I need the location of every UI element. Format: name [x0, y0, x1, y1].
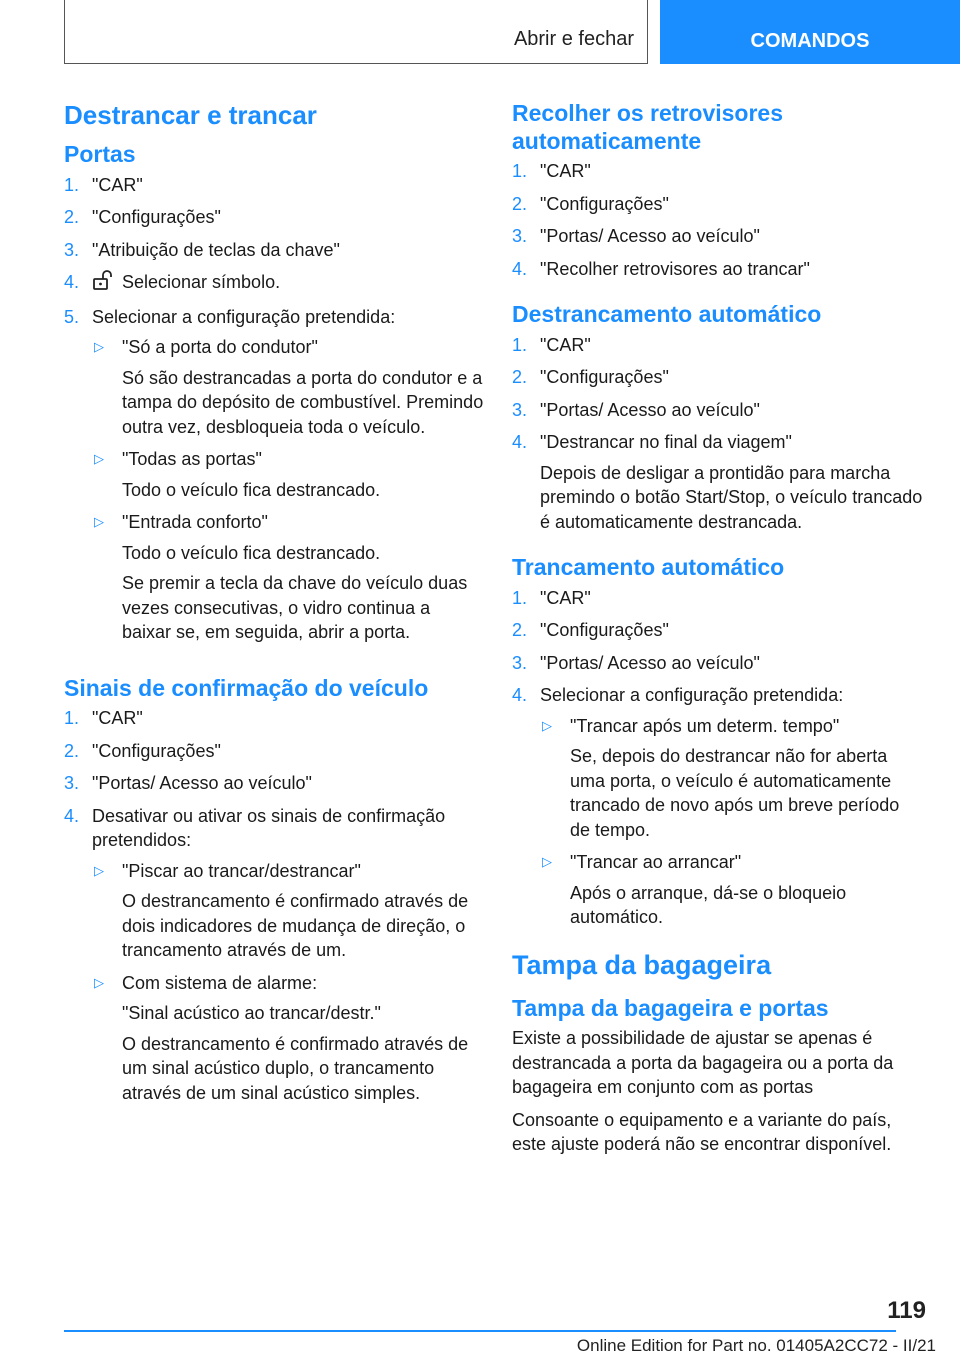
step-text: "CAR"	[540, 587, 591, 608]
option-description: O destrancamento é confirmado através de dois indicadores de mudança de direção, o trancamento através de um.	[122, 891, 469, 961]
list-item	[64, 804, 484, 1106]
option-description: Se, depois do destrancar não for aberta uma porta, o veículo é automaticamente trancado de novo após um breve período de tempo.	[570, 746, 900, 840]
list-item	[512, 651, 924, 676]
step-number: 3.	[512, 652, 528, 673]
option-description: Após o arranque, dá-se o bloqueio automático.	[570, 882, 847, 928]
step-number: 2.	[64, 740, 80, 761]
body-paragraph: Consoante o equipamento e a variante do país, este ajuste poderá não se encontrar disponível.	[512, 1109, 892, 1155]
step-number: 1.	[64, 174, 80, 195]
step-text: "CAR"	[92, 174, 143, 195]
list-item	[512, 192, 924, 217]
option-label: "Todas as portas"	[122, 449, 262, 470]
option-description: "Sinal acústico ao trancar/destr."	[122, 1003, 381, 1024]
step-number: 3.	[512, 226, 528, 247]
right-column	[512, 100, 924, 1165]
option-description: O destrancamento é confirmado através de um sinal acústico duplo, o trancamento através de um sinal acústico simples.	[122, 1033, 469, 1103]
trancamento-options	[540, 714, 924, 930]
step-number: 1.	[512, 161, 528, 182]
list-item	[64, 706, 484, 731]
step-text: "Configurações"	[540, 193, 669, 214]
trancamento-steps	[512, 586, 924, 930]
option-label: "Só a porta do condutor"	[122, 337, 318, 358]
subsection-title-retrovisores: Recolher os retrovisores automaticamente	[512, 100, 784, 154]
option-label: "Piscar ao trancar/destrancar"	[122, 860, 361, 881]
triangle-right-icon: ▷	[94, 451, 104, 467]
portas-steps	[64, 173, 484, 645]
page-number: 119	[887, 1297, 926, 1324]
step-number: 4.	[512, 258, 528, 279]
section-title-bagageira: Tampa da bagageira	[512, 949, 772, 980]
step-number: 3.	[64, 239, 80, 260]
header-section-title: Abrir e fechar	[513, 28, 634, 50]
step-text: "Configurações"	[92, 740, 221, 761]
triangle-right-icon: ▷	[542, 717, 552, 733]
list-item	[512, 430, 924, 534]
step-text: "Configurações"	[540, 367, 669, 388]
list-item	[64, 771, 484, 796]
step-number: 2.	[512, 620, 528, 641]
option-label: Com sistema de alarme:	[122, 972, 318, 993]
triangle-right-icon: ▷	[542, 854, 552, 870]
list-item	[512, 586, 924, 611]
sinais-options	[92, 859, 484, 1106]
list-item	[512, 618, 924, 643]
option-description: Só são destrancadas a porta do condutor e a tampa do depósito de combustível. Premindo outra vez, desbloqueia toda o veículo.	[122, 367, 484, 437]
step-number: 5.	[64, 306, 80, 327]
step-text: "Destrancar no final da viagem"	[540, 432, 792, 453]
retrovisores-steps	[512, 159, 924, 281]
option-description: Todo o veículo fica destrancado.	[122, 479, 381, 500]
step-number: 3.	[512, 399, 528, 420]
header-chapter-tab: COMANDOS	[660, 0, 960, 64]
step-number: 4.	[64, 805, 80, 826]
sinais-steps	[64, 706, 484, 1105]
step-description: Depois de desligar a prontidão para marcha premindo o botão Start/Stop, o veículo trancado é automaticamente destrancada.	[540, 462, 923, 532]
subsection-title-destrancamento: Destrancamento automático	[512, 301, 822, 328]
list-item	[92, 859, 484, 963]
step-number: 2.	[512, 367, 528, 388]
triangle-right-icon: ▷	[94, 339, 104, 355]
step-number: 4.	[512, 432, 528, 453]
list-item	[92, 971, 484, 1106]
step-text: Desativar ou ativar os sinais de confirmação pretendidos:	[92, 805, 446, 851]
option-label: "Entrada conforto"	[122, 512, 268, 533]
step-text: "Configurações"	[540, 620, 669, 641]
step-number: 1.	[512, 587, 528, 608]
step-number: 1.	[64, 708, 80, 729]
step-number: 2.	[512, 193, 528, 214]
step-text: Selecionar a configuração pretendida:	[92, 306, 396, 327]
list-item	[64, 205, 484, 230]
list-item	[92, 447, 484, 502]
step-text: "Portas/ Acesso ao veículo"	[540, 399, 760, 420]
step-text: "CAR"	[540, 161, 591, 182]
step-text: "Recolher retrovisores ao trancar"	[540, 258, 810, 279]
step-text: "Portas/ Acesso ao veículo"	[540, 226, 760, 247]
list-item	[512, 398, 924, 423]
destrancamento-steps	[512, 333, 924, 535]
portas-options	[92, 335, 484, 645]
list-item	[512, 159, 924, 184]
step-text: Selecionar a configuração pretendida:	[540, 685, 844, 706]
step-text: "Atribuição de teclas da chave"	[92, 239, 340, 260]
option-description: Todo o veículo fica destrancado.	[122, 542, 381, 563]
list-item	[512, 333, 924, 358]
unlock-icon	[92, 270, 114, 297]
list-item	[64, 173, 484, 198]
step-text: "Portas/ Acesso ao veículo"	[92, 773, 312, 794]
list-item	[64, 238, 484, 263]
step-number: 1.	[512, 334, 528, 355]
option-label: "Trancar após um determ. tempo"	[570, 715, 840, 736]
list-item	[512, 683, 924, 930]
list-item	[64, 270, 484, 297]
body-paragraph: Existe a possibilidade de ajustar se apenas é destrancada a porta da bagageira ou a porta da bagageira em conjunto com as portas	[512, 1028, 894, 1098]
step-number: 4.	[512, 685, 528, 706]
section-title-destrancar: Destrancar e trancar	[64, 100, 317, 130]
list-item	[64, 739, 484, 764]
step-text: "Portas/ Acesso ao veículo"	[540, 652, 760, 673]
list-item	[540, 850, 924, 930]
step-number: 4.	[64, 272, 80, 293]
step-text: "Configurações"	[92, 207, 221, 228]
option-description: Se premir a tecla da chave do veículo duas vezes consecutivas, o vidro continua a baixar se, em seguida, abrir a porta.	[122, 573, 468, 643]
triangle-right-icon: ▷	[94, 514, 104, 530]
triangle-right-icon: ▷	[94, 974, 104, 990]
subsection-title-sinais: Sinais de confirmação do veículo	[64, 674, 429, 701]
list-item	[512, 257, 924, 282]
footer-divider	[64, 1330, 896, 1332]
list-item	[540, 714, 924, 843]
left-column	[64, 100, 484, 1125]
subsection-title-bagageira-portas: Tampa da bagageira e portas	[512, 994, 829, 1021]
footer-edition: Online Edition for Part no. 01405A2CC72 - II/21	[576, 1336, 936, 1355]
step-number: 2.	[64, 207, 80, 228]
subsection-title-portas: Portas	[64, 141, 136, 168]
list-item	[512, 365, 924, 390]
triangle-right-icon: ▷	[94, 862, 104, 878]
step-number: 3.	[64, 773, 80, 794]
step-text: Selecionar símbolo.	[122, 272, 281, 293]
option-label: "Trancar ao arrancar"	[570, 852, 742, 873]
list-item	[92, 510, 484, 645]
list-item	[92, 335, 484, 439]
list-item	[64, 305, 484, 645]
step-text: "CAR"	[92, 708, 143, 729]
subsection-title-trancamento: Trancamento automático	[512, 554, 785, 581]
list-item	[512, 224, 924, 249]
step-text: "CAR"	[540, 334, 591, 355]
